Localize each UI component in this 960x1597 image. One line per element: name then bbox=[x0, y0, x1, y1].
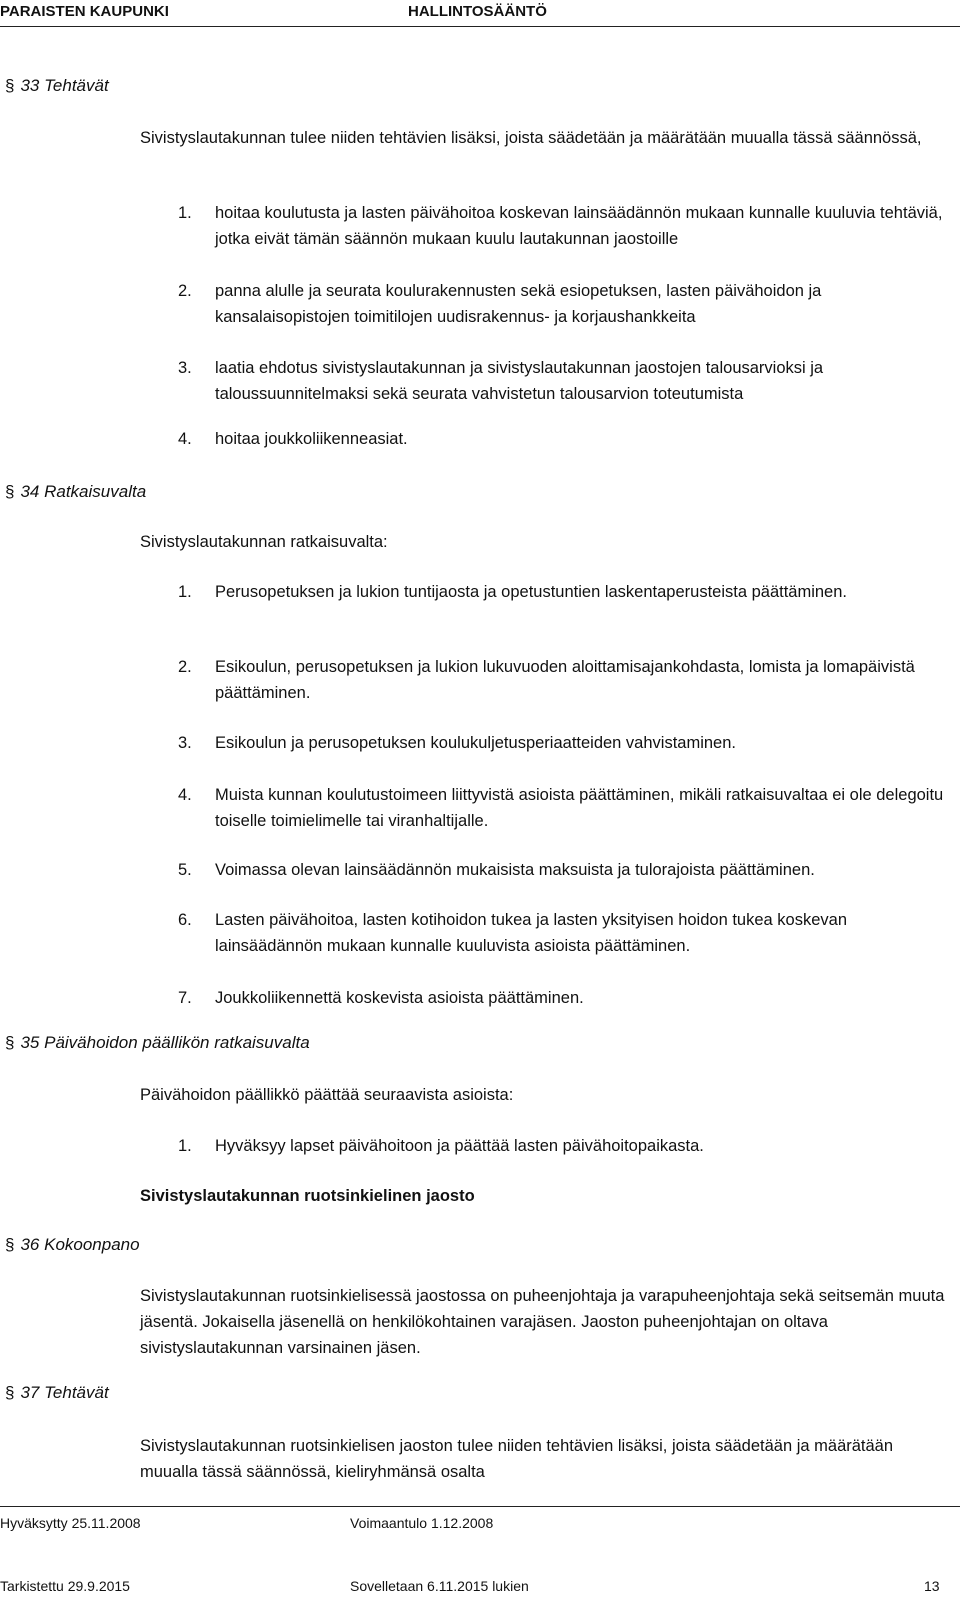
section-title: 34 Ratkaisuvalta bbox=[20, 482, 147, 501]
s34-item-5-number: 5. bbox=[178, 861, 192, 879]
s34-item-6-number: 6. bbox=[178, 911, 192, 929]
s33-item-3-text: laatia ehdotus sivistyslautakunnan ja sivistyslautakunnan jaostojen talousarvioksi ja taloussuunnitelmaksi sekä seurata vahvistetun talousarvion toteutumista bbox=[215, 359, 824, 403]
s33-item-2-number: 2. bbox=[178, 282, 192, 300]
header-doc-title: HALLINTOSÄÄNTÖ bbox=[408, 3, 547, 20]
s37-text: Sivistyslautakunnan ruotsinkielisen jaoston tulee niiden tehtävien lisäksi, joista säädetään ja määrätään muualla tässä säännössä, kieliryhmänsä osalta bbox=[140, 1437, 894, 1481]
footer-applied: Sovelletaan 6.11.2015 lukien bbox=[350, 1578, 529, 1594]
section-title: 36 Kokoonpano bbox=[20, 1235, 140, 1254]
s33-intro: Sivistyslautakunnan tulee niiden tehtävien lisäksi, joista säädetään ja määrätään muualla tässä säännössä, bbox=[140, 129, 922, 147]
s35-intro: Päivähoidon päällikkö päättää seuraavista asioista: bbox=[140, 1086, 514, 1104]
s34-item-6-text: Lasten päivähoitoa, lasten kotihoidon tukea ja lasten yksityisen hoidon tukea koskevan lainsäädännön mukaan kunnalle kuuluvista asioista päättäminen. bbox=[215, 911, 847, 955]
section-symbol: § bbox=[5, 1033, 15, 1052]
s34-item-2-number: 2. bbox=[178, 658, 192, 676]
section-36-heading bbox=[5, 1235, 140, 1255]
section-title: 35 Päivähoidon päällikön ratkaisuvalta bbox=[20, 1033, 310, 1052]
s34-item-2-text: Esikoulun, perusopetuksen ja lukion lukuvuoden aloittamisajankohdasta, lomista ja lomapäivistä päättäminen. bbox=[215, 658, 915, 702]
s34-item-1-text: Perusopetuksen ja lukion tuntijaosta ja opetustuntien laskentaperusteista päättäminen. bbox=[215, 583, 847, 601]
section-title: 33 Tehtävät bbox=[20, 76, 109, 95]
section-35-heading bbox=[5, 1033, 310, 1053]
s33-item-4-text: hoitaa joukkoliikenneasiat. bbox=[215, 430, 408, 448]
footer-rule bbox=[0, 1506, 960, 1507]
s34-item-7-number: 7. bbox=[178, 989, 192, 1007]
footer-approved: Hyväksytty 25.11.2008 bbox=[0, 1515, 141, 1531]
section-34-heading bbox=[5, 482, 146, 502]
s34-item-5-text: Voimassa olevan lainsäädännön mukaisista maksuista ja tulorajoista päättäminen. bbox=[215, 861, 815, 879]
s34-intro: Sivistyslautakunnan ratkaisuvalta: bbox=[140, 533, 388, 551]
s35-item-1-text: Hyväksyy lapset päivähoitoon ja päättää lasten päivähoitopaikasta. bbox=[215, 1137, 704, 1155]
s34-item-3-text: Esikoulun ja perusopetuksen koulukuljetusperiaatteiden vahvistaminen. bbox=[215, 734, 736, 752]
section-33-heading bbox=[5, 76, 109, 96]
s34-item-1-number: 1. bbox=[178, 583, 192, 601]
section-37-heading bbox=[5, 1383, 109, 1403]
s35-item-1-number: 1. bbox=[178, 1137, 192, 1155]
section-title: 37 Tehtävät bbox=[20, 1383, 109, 1402]
header-rule bbox=[0, 26, 960, 27]
s33-item-1-number: 1. bbox=[178, 204, 192, 222]
s33-item-3-number: 3. bbox=[178, 359, 192, 377]
footer-checked: Tarkistettu 29.9.2015 bbox=[0, 1578, 130, 1594]
s33-item-1-text: hoitaa koulutusta ja lasten päivähoitoa koskevan lainsäädännön mukaan kunnalle kuuluvia tehtäviä, jotka eivät tämän säännön mukaan kuulu lautakunnan jaostoille bbox=[215, 204, 943, 248]
section-symbol: § bbox=[5, 482, 15, 501]
section-symbol: § bbox=[5, 76, 15, 95]
footer-page-number: 13 bbox=[924, 1578, 940, 1594]
section-symbol: § bbox=[5, 1383, 15, 1402]
footer-in-force: Voimaantulo 1.12.2008 bbox=[350, 1515, 494, 1531]
s34-item-4-number: 4. bbox=[178, 786, 192, 804]
s34-item-3-number: 3. bbox=[178, 734, 192, 752]
s34-item-7-text: Joukkoliikennettä koskevista asioista päättäminen. bbox=[215, 989, 584, 1007]
s33-item-4-number: 4. bbox=[178, 430, 192, 448]
subheading-swedish-division: Sivistyslautakunnan ruotsinkielinen jaosto bbox=[140, 1187, 475, 1205]
s34-item-4-text: Muista kunnan koulutustoimeen liittyvistä asioista päättäminen, mikäli ratkaisuvaltaa ei ole delegoitu toiselle toimielimelle tai viranhaltijalle. bbox=[215, 786, 944, 830]
header-org-name: PARAISTEN KAUPUNKI bbox=[0, 3, 169, 20]
section-symbol: § bbox=[5, 1235, 15, 1254]
s36-text: Sivistyslautakunnan ruotsinkielisessä jaostossa on puheenjohtaja ja varapuheenjohtaja sekä seitsemän muuta jäsentä. Jokaisella jäsenellä on henkilökohtainen varajäsen. Jaoston puheenjohtajan on oltava sivistyslautakunnan varsinainen jäsen. bbox=[140, 1287, 945, 1357]
s33-item-2-text: panna alulle ja seurata koulurakennusten sekä esiopetuksen, lasten päivähoidon ja kansalaisopistojen toimitilojen uudisrakennus- ja korjaushankkeita bbox=[215, 282, 822, 326]
